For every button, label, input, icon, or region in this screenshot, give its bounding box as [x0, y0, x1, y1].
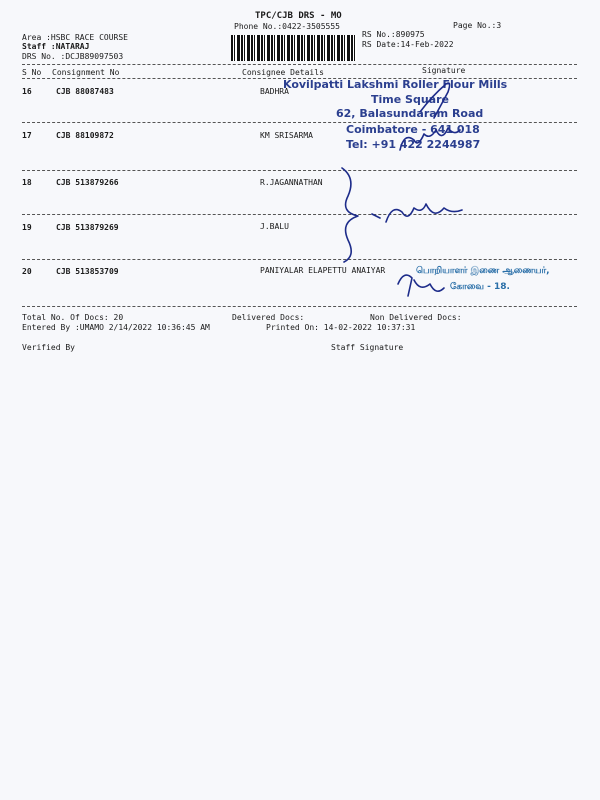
row-consignment: CJB 88109872 — [56, 131, 114, 140]
staff-signature-label: Staff Signature — [331, 343, 404, 352]
area-label: Area :HSBC RACE COURSE — [22, 33, 128, 42]
row-sno: 16 — [22, 87, 32, 96]
delivered-docs: Delivered Docs: — [232, 313, 305, 322]
row-consignee: KM SRISARMA — [260, 131, 313, 140]
row-consignee: J.BALU — [260, 222, 289, 231]
rs-date: RS Date:14-Feb-2022 — [362, 40, 454, 49]
row-consignee: PANIYALAR ELAPETTU ANAIYAR — [260, 266, 386, 275]
rs-number: RS No.:890975 — [362, 30, 425, 39]
row-consignment: CJB 513879269 — [56, 223, 119, 232]
row-consignee: BADHRA — [260, 87, 289, 96]
official-stamp-title: பொறியாளர் இணை ஆணையர், — [416, 266, 550, 276]
col-consignee: Consignee Details — [242, 68, 324, 77]
total-docs: Total No. Of Docs: 20 — [22, 313, 124, 322]
signature-row20 — [398, 275, 444, 296]
stamp-address: 62, Balasundaram Road — [336, 107, 484, 120]
phone-number: Phone No.:0422-3505555 — [234, 22, 340, 31]
staff-label: Staff :NATARAJ — [22, 42, 90, 51]
drs-number: DRS No. :DCJB89097503 — [22, 52, 124, 61]
col-sno: S No — [22, 68, 42, 77]
row-consignment: CJB 88087483 — [56, 87, 114, 96]
page-number: Page No.:3 — [453, 21, 502, 30]
printed-on: Printed On: 14-02-2022 10:37:31 — [266, 323, 416, 332]
col-consignment: Consignment No — [52, 68, 120, 77]
signature-row17 — [400, 128, 460, 150]
official-stamp-city: கோவை - 18. — [450, 282, 510, 292]
row-consignment: CJB 513879266 — [56, 178, 119, 187]
row-sno: 19 — [22, 223, 32, 232]
stamp-phone: Tel: +91 422 2244987 — [346, 138, 481, 151]
row-consignee: R.JAGANNATHAN — [260, 178, 323, 187]
stamp-company-name: Kovilpatti Lakshmi Roller Flour Mills — [283, 78, 508, 91]
stamp-building: Time Square — [371, 93, 449, 106]
signature-brace — [342, 168, 358, 262]
non-delivered-docs: Non Delivered Docs: — [370, 313, 462, 322]
col-signature: Signature — [422, 66, 466, 75]
row-sno: 18 — [22, 178, 32, 187]
row-sno: 17 — [22, 131, 32, 140]
stamp-city: Coimbatore - 641 018 — [346, 123, 480, 136]
row-consignment: CJB 513853709 — [56, 267, 119, 276]
signature-row19 — [372, 204, 462, 222]
row-sno: 20 — [22, 267, 32, 276]
document-title: TPC/CJB DRS - MO — [255, 11, 342, 21]
entered-by: Entered By :UMAMO 2/14/2022 10:36:45 AM — [22, 323, 210, 332]
signature-row16 — [420, 83, 450, 118]
verified-by: Verified By — [22, 343, 75, 352]
